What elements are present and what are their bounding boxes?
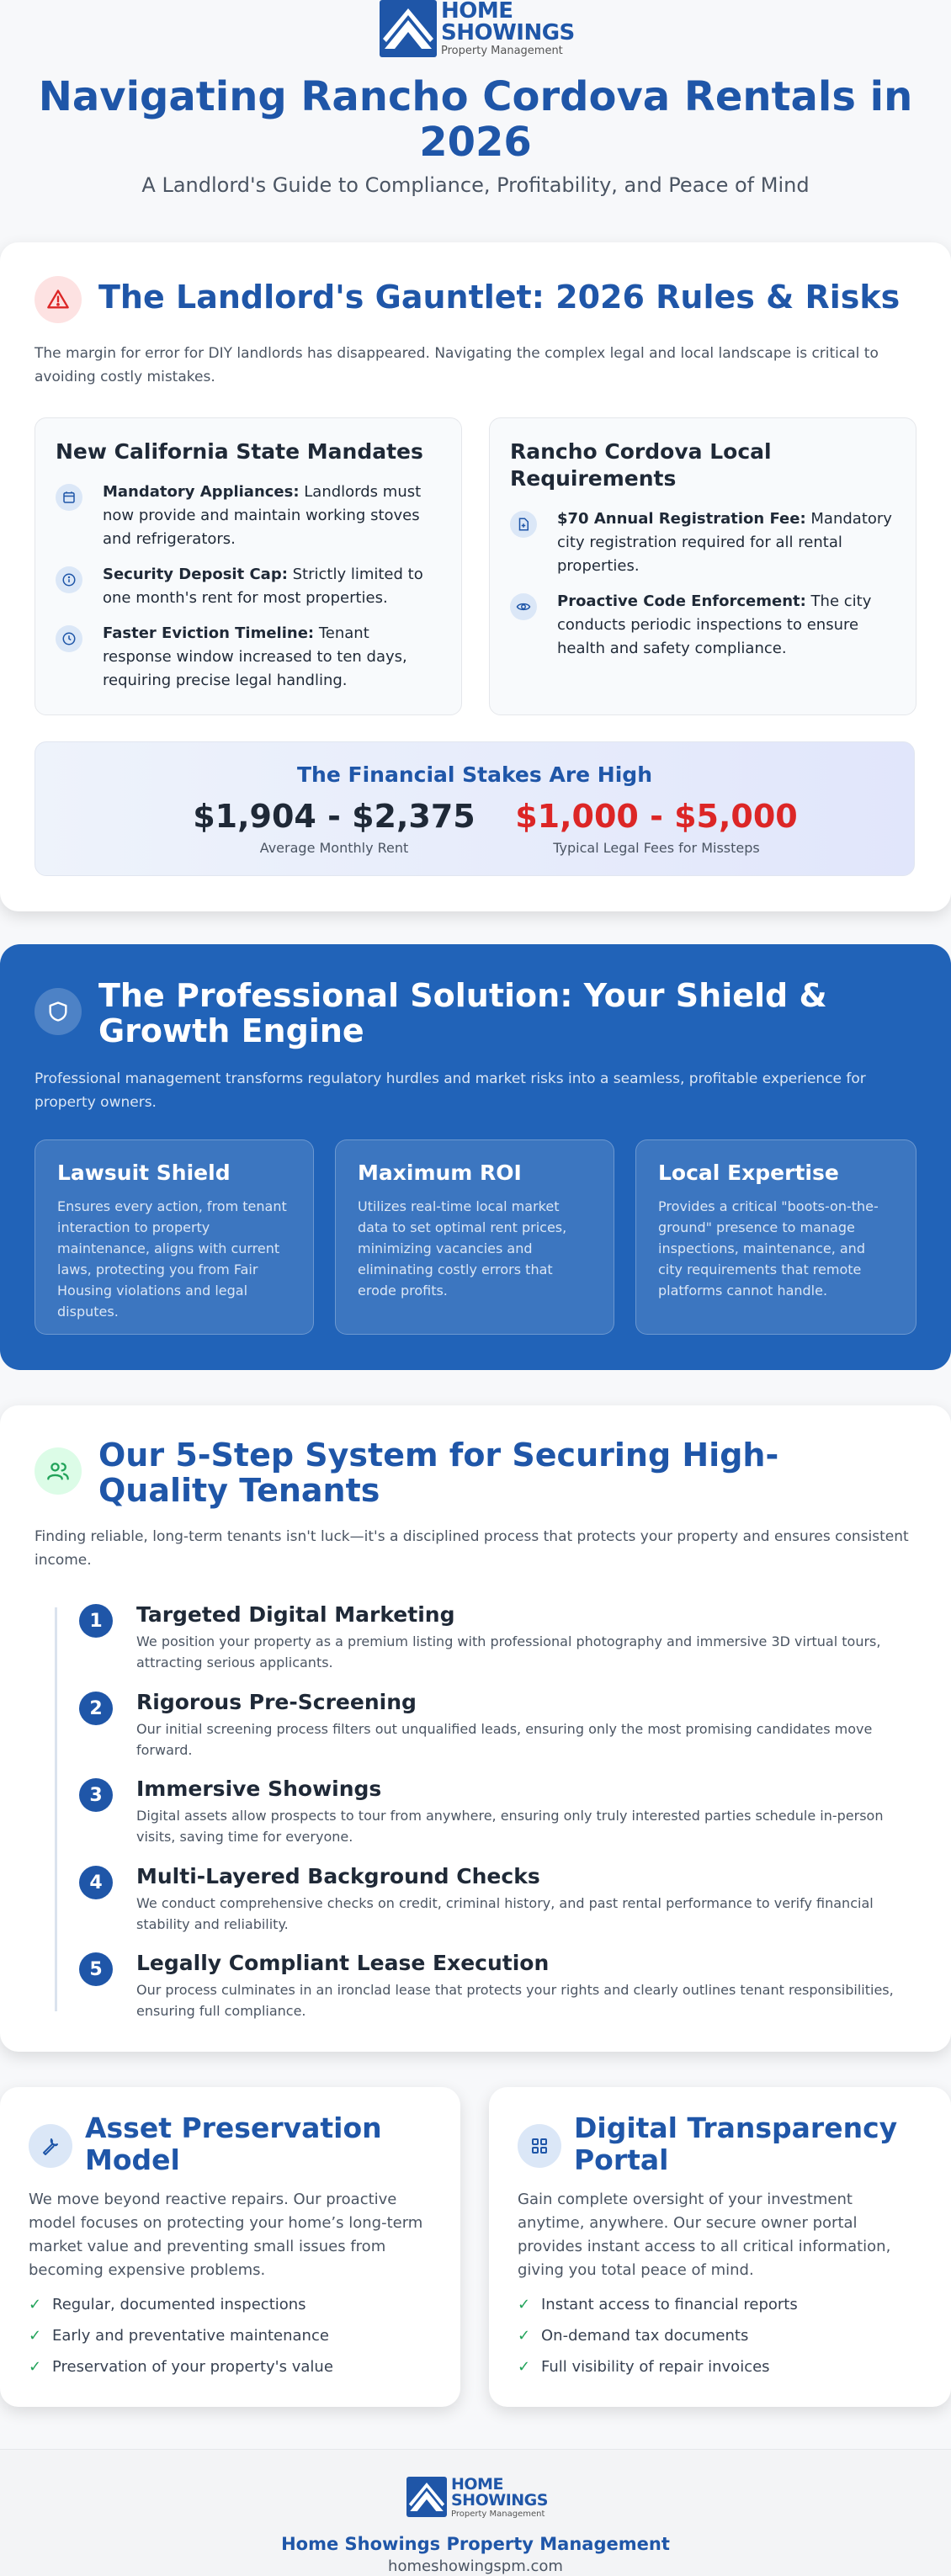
- check-list-item: [518, 2358, 770, 2376]
- check-list-item: [518, 2296, 798, 2313]
- check-icon: ✓: [29, 2358, 42, 2376]
- step-title: Multi-Layered Background Checks: [136, 1864, 540, 1888]
- footer: [0, 2449, 951, 2576]
- step-description: We conduct comprehensive checks on credit, criminal history, and past rental performance to verify financial stability and reliability.: [136, 1895, 874, 1932]
- requirement-item: [510, 590, 895, 661]
- check-item-text: Regular, documented inspections: [52, 2296, 306, 2313]
- mandate-item-text: Strictly limited to one month's rent for most properties.: [103, 566, 423, 607]
- logo-word-showings: SHOWINGS: [451, 2491, 548, 2510]
- check-item-text: Preservation of your property's value: [52, 2358, 333, 2376]
- logo-tagline: Property Management: [441, 45, 563, 57]
- step-number: 2: [79, 1692, 113, 1725]
- legal-fees-value: $1,000 - $5,000: [515, 798, 798, 835]
- average-rent-value: $1,904 - $2,375: [193, 798, 476, 835]
- house-logo-icon: [406, 2477, 447, 2517]
- solution-box-title: Maximum ROI: [358, 1161, 522, 1185]
- page-subtitle: A Landlord's Guide to Compliance, Profitability, and Peace of Mind: [141, 173, 810, 197]
- step-title: Immersive Showings: [136, 1777, 382, 1801]
- requirement-item-label: $70 Annual Registration Fee:: [557, 510, 806, 528]
- financial-stakes-box: [35, 741, 915, 876]
- info-icon: [56, 566, 82, 593]
- lawsuit-shield-box: [35, 1139, 314, 1335]
- document-plus-icon: [510, 511, 537, 538]
- check-item-text: Full visibility of repair invoices: [541, 2358, 770, 2376]
- solution-section: [0, 944, 951, 1370]
- check-icon: ✓: [29, 2327, 42, 2345]
- state-mandates-title: New California State Mandates: [56, 439, 423, 464]
- average-rent-label: Average Monthly Rent: [259, 840, 409, 856]
- check-icon: ✓: [29, 2296, 42, 2313]
- solution-box-title: Local Expertise: [658, 1161, 839, 1185]
- step-description: Our process culminates in an ironclad lease that protects your rights and clearly outlines tenant responsibilities, ensuring full compliance.: [136, 1982, 894, 2019]
- step-number: 3: [79, 1778, 113, 1812]
- check-item-text: Instant access to financial reports: [541, 2296, 798, 2313]
- solution-box-text: Provides a critical "boots-on-the-ground" presence to manage inspections, maintenance, and city requirements that remote platforms cannot handle.: [658, 1198, 879, 1299]
- mandate-item: [56, 622, 441, 693]
- mandate-item: [56, 563, 441, 610]
- gauntlet-title: The Landlord's Gauntlet: 2026 Rules & Risks: [98, 279, 901, 316]
- step-number: 5: [79, 1952, 113, 1986]
- asset-preservation-title: Asset Preservation Model: [85, 2111, 382, 2176]
- gauntlet-intro: The margin for error for DIY landlords has disappeared. Navigating the complex legal and local landscape is critical to avoiding costly mistakes.: [35, 345, 879, 385]
- asset-preservation-intro: We move beyond reactive repairs. Our proactive model focuses on protecting your home’s long-term market value and preventing small issues from becoming expensive problems.: [29, 2191, 423, 2279]
- check-icon: ✓: [518, 2296, 531, 2313]
- step-description: We position your property as a premium listing with professional photography and immersive 3D virtual tours, attracting serious applicants.: [136, 1633, 881, 1670]
- step-title: Legally Compliant Lease Execution: [136, 1951, 550, 1975]
- steps-title: Our 5-Step System for Securing High-Quality Tenants: [98, 1437, 779, 1509]
- maximum-roi-box: [335, 1139, 614, 1335]
- page-title: Navigating Rancho Cordova Rentals in 2026: [38, 73, 913, 166]
- grid-icon: [518, 2124, 561, 2168]
- steps-intro: Finding reliable, long-term tenants isn't luck—it's a disciplined process that protects your property and ensures consistent income.: [35, 1528, 909, 1569]
- solution-title: The Professional Solution: Your Shield & Growth Engine: [98, 977, 827, 1049]
- eye-icon: [510, 593, 537, 620]
- step-title: Rigorous Pre-Screening: [136, 1690, 417, 1714]
- digital-portal-card: [489, 2087, 951, 2407]
- clock-icon: [56, 625, 82, 652]
- requirement-item-text: The city conducts periodic inspections to ensure health and safety compliance.: [557, 592, 872, 657]
- footer-logo[interactable]: [406, 2477, 548, 2519]
- shield-icon: [35, 988, 82, 1035]
- logo-tagline: Property Management: [451, 2510, 545, 2519]
- appliance-icon: [56, 484, 82, 511]
- digital-portal-title: Digital Transparency Portal: [574, 2111, 898, 2176]
- digital-portal-intro: Gain complete oversight of your investment anytime, anywhere. Our secure owner portal provides instant access to all critical information, giving you total peace of mind.: [518, 2191, 891, 2279]
- financial-stakes-title: The Financial Stakes Are High: [297, 762, 652, 787]
- local-requirements-box: [489, 417, 916, 715]
- check-item-text: Early and preventative maintenance: [52, 2327, 329, 2345]
- step-description: Digital assets allow prospects to tour from anywhere, ensuring only truly interested parties schedule in-person visits, saving time for everyone.: [136, 1808, 884, 1845]
- local-requirements-title: Rancho Cordova Local Requirements: [510, 439, 772, 491]
- requirement-item: [510, 507, 895, 578]
- mandate-item-text: Tenant response window increased to ten days, requiring precise legal handling.: [103, 624, 407, 689]
- check-list-item: [29, 2296, 306, 2313]
- footer-company-name: Home Showings Property Management: [281, 2534, 670, 2554]
- mandate-item-label: Security Deposit Cap:: [103, 566, 288, 583]
- check-list-item: [29, 2358, 333, 2376]
- mandate-item-text: Landlords must now provide and maintain working stoves and refrigerators.: [103, 483, 422, 548]
- step-description: Our initial screening process filters out unqualified leads, ensuring only the most promising candidates move forward.: [136, 1721, 873, 1758]
- wrench-icon: [29, 2124, 72, 2168]
- mandate-item-label: Faster Eviction Timeline:: [103, 624, 315, 642]
- check-icon: ✓: [518, 2358, 531, 2376]
- check-icon: ✓: [518, 2327, 531, 2345]
- step-number: 4: [79, 1866, 113, 1899]
- mandate-item: [56, 481, 441, 551]
- solution-box-text: Ensures every action, from tenant interaction to property maintenance, aligns with current laws, protecting you from Fair Housing violations and legal disputes.: [57, 1198, 287, 1320]
- check-list-item: [518, 2327, 748, 2345]
- house-logo-icon: [380, 0, 437, 57]
- users-icon: [35, 1447, 82, 1495]
- steps-timeline: [55, 1607, 57, 2011]
- asset-preservation-card: [0, 2087, 460, 2407]
- check-item-text: On-demand tax documents: [541, 2327, 749, 2345]
- solution-box-title: Lawsuit Shield: [57, 1161, 231, 1185]
- state-mandates-box: [35, 417, 462, 715]
- footer-website-link[interactable]: homeshowingspm.com: [388, 2557, 563, 2575]
- solution-intro: Professional management transforms regulatory hurdles and market risks into a seamless, profitable experience for property owners.: [35, 1070, 866, 1111]
- legal-fees-label: Typical Legal Fees for Missteps: [553, 840, 760, 856]
- logo-word-showings: SHOWINGS: [441, 20, 575, 45]
- step-number: 1: [79, 1604, 113, 1638]
- alert-triangle-icon: [35, 276, 82, 323]
- local-expertise-box: [635, 1139, 916, 1335]
- logo-word-home: HOME: [451, 2475, 503, 2494]
- requirement-item-label: Proactive Code Enforcement:: [557, 592, 806, 610]
- check-list-item: [29, 2327, 329, 2345]
- requirement-item-text: Mandatory city registration required for all rental properties.: [557, 510, 892, 575]
- step-title: Targeted Digital Marketing: [136, 1602, 455, 1627]
- solution-box-text: Utilizes real-time local market data to set optimal rent prices, minimizing vacancies and eliminating costly errors that erode profits.: [358, 1198, 567, 1299]
- logo-word-home: HOME: [441, 0, 513, 24]
- mandate-item-label: Mandatory Appliances:: [103, 483, 300, 501]
- header-logo[interactable]: [380, 0, 575, 57]
